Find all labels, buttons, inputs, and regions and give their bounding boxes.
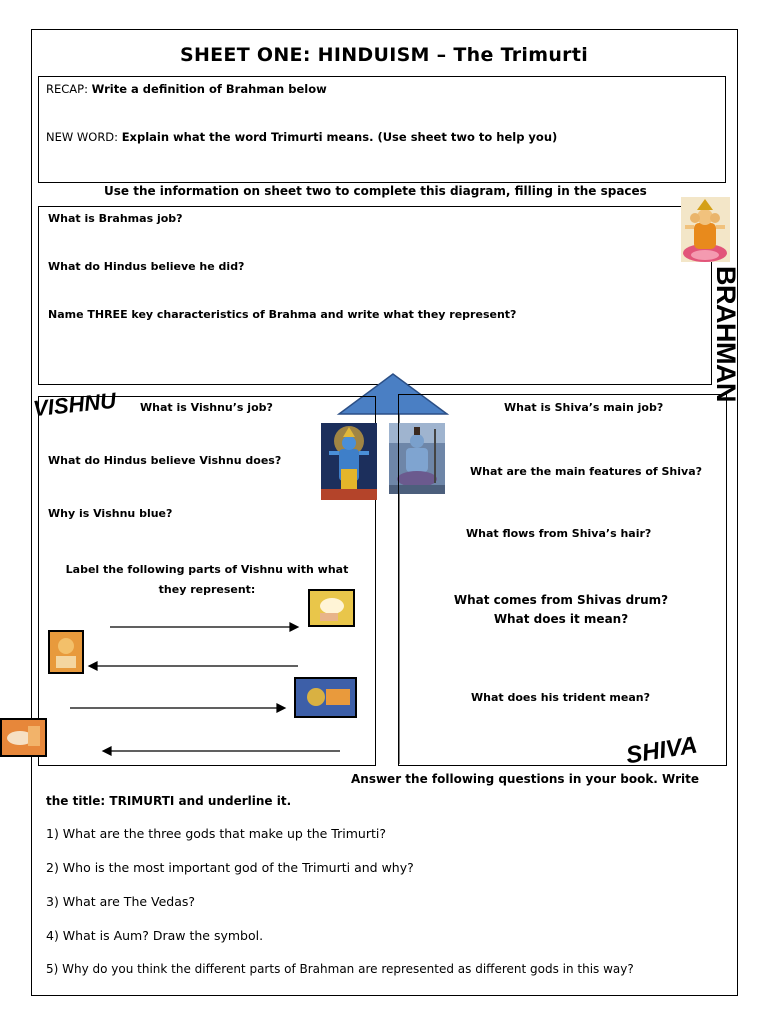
shiva-question-features: What are the main features of Shiva?: [470, 465, 702, 478]
brahma-question-characteristics: Name THREE key characteristics of Brahma and write what they represent?: [48, 308, 517, 321]
brahman-side-label: BRAHMAN: [711, 266, 741, 402]
vishnu-label-line1: Label the following parts of Vishnu with what: [65, 563, 349, 576]
new-word-text: Explain what the word Trimurti means. (Use sheet two to help you): [121, 130, 558, 144]
page-title: SHEET ONE: HINDUISM – The Trimurti: [179, 44, 589, 66]
shiva-question-trident: What does his trident mean?: [471, 691, 650, 704]
shiva-question-drum-a: What comes from Shivas drum?: [453, 593, 669, 607]
vishnu-label-line2: they represent:: [158, 583, 256, 596]
vishnu-question-blue: Why is Vishnu blue?: [48, 507, 173, 520]
brahma-question-job: What is Brahmas job?: [48, 212, 183, 225]
recap-label: RECAP:: [46, 82, 88, 96]
vishnu-question-job: What is Vishnu’s job?: [140, 401, 273, 414]
book-question-2: 2) Who is the most important god of the Trimurti and why?: [46, 860, 414, 875]
recap-text: Write a definition of Brahman below: [91, 82, 327, 96]
shiva-question-drum-b: What does it mean?: [493, 612, 629, 626]
diagram-instruction: Use the information on sheet two to complete this diagram, filling in the spaces: [104, 184, 647, 198]
book-question-5: 5) Why do you think the different parts of Brahman are represented as different gods in this way?: [46, 962, 634, 976]
shiva-name-label: SHIVA: [624, 731, 700, 770]
shiva-question-hair: What flows from Shiva’s hair?: [466, 527, 652, 540]
book-instruction-line2: the title: TRIMURTI and underline it.: [46, 794, 292, 808]
new-word-label: NEW WORD:: [46, 130, 119, 144]
shiva-question-job: What is Shiva’s main job?: [504, 401, 664, 414]
vishnu-name-label: VISHNU: [31, 387, 118, 422]
book-question-3: 3) What are The Vedas?: [46, 894, 196, 909]
book-question-4: 4) What is Aum? Draw the symbol.: [46, 928, 264, 943]
book-question-1: 1) What are the three gods that make up the Trimurti?: [46, 826, 386, 841]
brahma-question-belief: What do Hindus believe he did?: [48, 260, 245, 273]
vishnu-question-belief: What do Hindus believe Vishnu does?: [48, 454, 282, 467]
book-instruction-line1: Answer the following questions in your book. Write: [351, 772, 699, 786]
